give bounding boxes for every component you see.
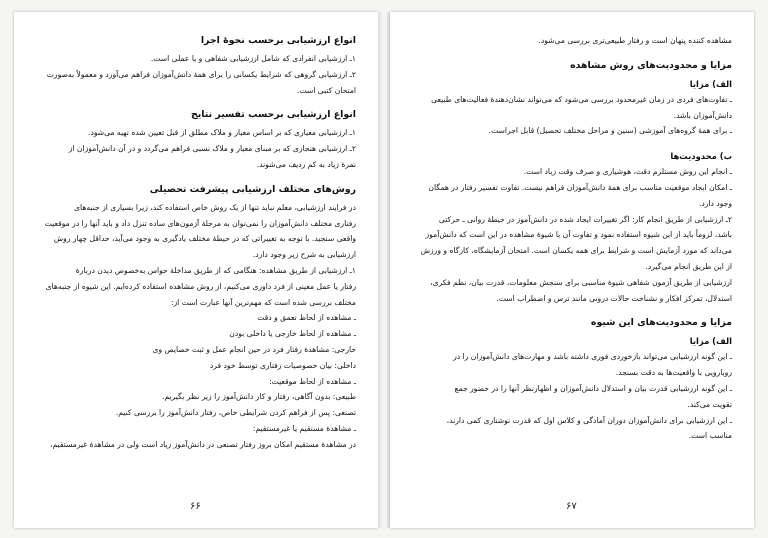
section-heading: انواع ارزشیابی برحسب تفسیر نتایج [190, 109, 356, 121]
paragraph: واقعی سنجید. با توجه به تغییراتی که در حیطهٔ مختلف یادگیری به وجود می‌آید، حداقل چهار روش [53, 234, 356, 244]
list-item: مناسب است. [688, 431, 732, 441]
subheading: ب) محدودیت‌ها [670, 151, 732, 162]
paragraph: ۱ـ ارزشیابی از طریق مشاهده: هنگامی که از طریق مداخلهٔ حواس به‌خصوص دیدن دربارهٔ [75, 265, 356, 275]
right-page [390, 12, 754, 528]
paragraph: از این طریق انجام می‌گیرد. [645, 261, 732, 271]
section-heading: روش‌های مختلف ارزشیابی پیشرفت تحصیلی [149, 183, 356, 195]
list-item: داخلی: بیان خصوصیات رفتاری توسط خود فرد [209, 360, 356, 370]
list-item: تقویت می‌کند. [687, 399, 732, 409]
paragraph: ۲ـ ارزشیابی هنجاری که بر مبنای معیار و ملاک نسبی فراهم می‌گردد و در آن دانش‌آموزان از [68, 144, 356, 154]
list-item: دانش‌آموزان باشد. [673, 110, 732, 120]
list-item: ـ مشاهده از لحاظ تعمق و دقت [257, 313, 356, 323]
section-heading: انواع ارزشیابی برحسب نحوهٔ اجرا [200, 35, 356, 46]
paragraph: ۱ـ ارزشیابی معیاری که بر اساس معیار و ملاک مطلق از قبل تعیین شده تهیه می‌شود. [88, 128, 356, 138]
paragraph: ارزشیابی از طریق آزمون شفاهی شیوهٔ مناسبی برای سنجش معلومات، قدرت بیان، نظم فکری، [430, 277, 732, 287]
paragraph: امتحان کتبی است. [297, 85, 356, 95]
list-item: ـ مشاهده از لحاظ خارجی یا داخلی بودن [229, 329, 356, 339]
paragraph: استدلال، تمرکز افکار و نشناخت حالات درونی مانند ترس و اضطراب است. [496, 293, 732, 303]
paragraph: ۲ـ ارزشیابی گروهی که شرایط یکسانی را برای همهٔ دانش‌آموزان فراهم می‌آورد و معمولاً به‌صورت [46, 69, 356, 79]
paragraph: ۲ـ ارزشیابی از طریق انجام کار: اگر تغییرات ایجاد شده در دانش‌آموز در حیطهٔ روانی ـ حرکتی [438, 214, 732, 224]
page-number: ۶۶ [190, 501, 201, 512]
book-gutter [378, 12, 390, 528]
paragraph: رفتاری مختلف دانش‌آموزان را نمی‌توان به مرحلهٔ آزمون‌های ساده تنزل داد و باید آنها را در موقعیت [44, 218, 356, 228]
left-page [14, 12, 378, 528]
paragraph: مشاهده کننده پنهان است و رفتار طبیعی‌تری بررسی می‌شود. [538, 36, 732, 45]
paragraph: مختلف بررسی شده است که مهم‌ترین آنها عبارت است از: [170, 297, 356, 307]
paragraph: ارزشیابی به شرح زیر وجود دارد. [252, 250, 356, 260]
paragraph: می‌داند که مورد آزمایش است و شرایط برای همه یکسان است. امتحان آزمایشگاه، کارگاه و ورزش [420, 246, 732, 256]
section-heading: مزایا و محدودیت‌های روش مشاهده [570, 59, 732, 71]
subheading: الف) مزایا [689, 336, 732, 347]
page-number: ۶۷ [566, 501, 577, 512]
book-spread [14, 12, 754, 528]
list-item: ـ این گونه ارزشیابی قدرت بیان و استدلال دانش‌آموزان و اظهارنظر آنها را در حضور جمع [454, 383, 732, 393]
list-item: ـ مشاهدهٔ مستقیم یا غیرمستقیم: [252, 423, 356, 433]
section-heading: مزایا و محدودیت‌های این شیوه [590, 317, 732, 329]
list-item: رویارویی با واقعیت‌ها به دقت بسنجد. [615, 368, 732, 378]
list-item: ـ مشاهده از لحاظ موقعیت: [269, 376, 356, 386]
paragraph: باشد، لزوماً باید از این شیوه استفاده نمود و تفاوت آن با شیوهٔ مشاهده در این است که دانش‌آموز [425, 230, 732, 240]
list-item: ـ انجام این روش مستلزم دقت، هوشیاری و صرف وقت زیاد است. [523, 167, 732, 177]
list-item: تصنعی: پس از فراهم کردن شرایطی خاص، رفتار دانش‌آموز را بررسی کنیم. [115, 408, 356, 418]
paragraph: ۱ـ ارزشیابی انفرادی که شامل ارزشیابی شفاهی و یا عملی است. [150, 54, 356, 63]
list-item: طبیعی: بدون آگاهی، رفتار و کار دانش‌آموز را زیر نظر بگیریم. [161, 392, 356, 402]
subheading: الف) مزایا [689, 78, 732, 89]
list-item: وجود دارد. [698, 198, 732, 208]
left-page-content [38, 34, 356, 454]
paragraph: رفتار یا عمل معینی از فرد داوری می‌کنیم، از روش مشاهده استفاده کرده‌ایم. این شیوه از جنبه‌های [45, 281, 356, 291]
list-item: ـ برای همهٔ گروه‌های آموزشی (سنین و مراحل مختلف تحصیل) قابل اجراست. [488, 126, 732, 136]
paragraph: در مشاهدهٔ مستقیم امکان بروز رفتار تصنعی در دانش‌آموز زیاد است ولی در مشاهدهٔ غیرمستقیم، [50, 439, 356, 449]
right-page-content [414, 34, 732, 445]
list-item: خارجی: مشاهدهٔ رفتار فرد در حین انجام عمل و ثبت خصایص وی [152, 344, 356, 354]
paragraph: در فرایند ارزشیابی، معلم نباید تنها از یک روش خاص استفاده کند، زیرا بسیاری از جنبه‌های [74, 202, 356, 212]
list-item: ـ این گونه ارزشیابی می‌تواند بازخوردی فوری داشته باشد و مهارت‌های دانش‌آموزان را در [453, 352, 732, 362]
paragraph: نمرهٔ زیاد به کم ردیف می‌شوند. [256, 159, 356, 169]
list-item: ـ تفاوت‌های فردی در زمان غیرمحدود بررسی می‌شود که می‌تواند نشان‌دهندهٔ فعالیت‌های طبیعی [431, 94, 732, 104]
list-item: ـ این ارزشیابی برای دانش‌آموزان دوران آمادگی و کلاس اول که قدرت نوشتاری کمی دارند، [446, 415, 732, 425]
list-item: ـ امکان ایجاد موقعیت مناسب برای همهٔ دانش‌آموزان فراهم نیست. تفاوت تفسیر رفتار در همگان [428, 182, 732, 192]
